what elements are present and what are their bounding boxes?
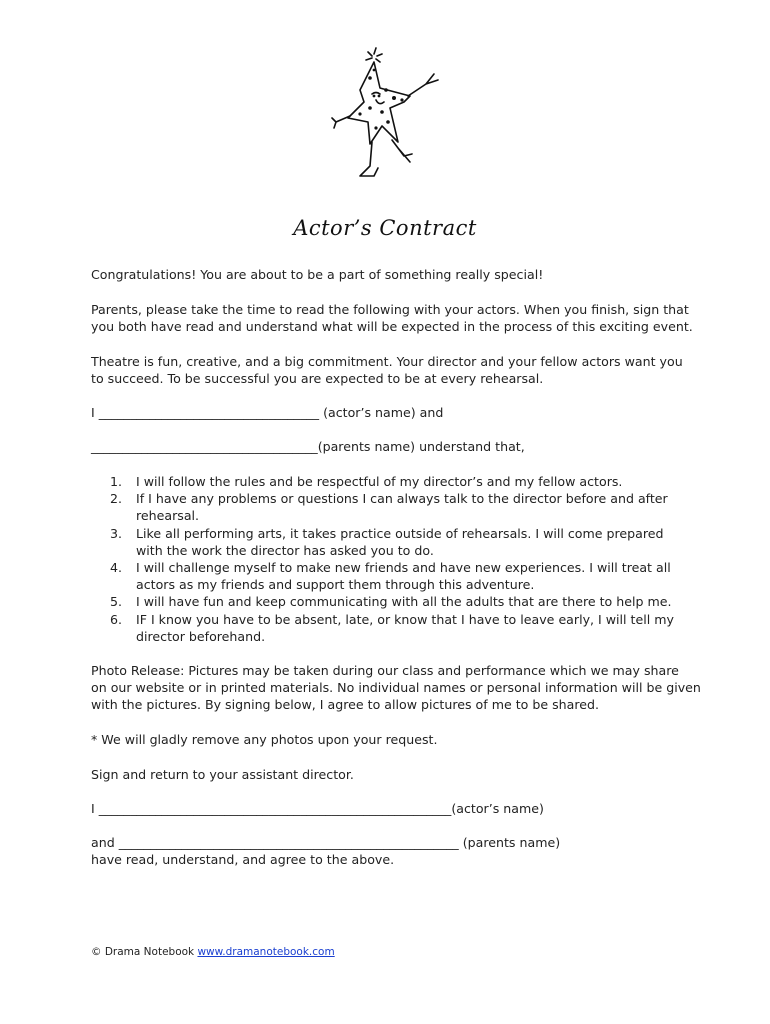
theatre-paragraph-line-1: Theatre is fun, creative, and a big commitment. Your director and your fellow actors want you [91, 354, 683, 369]
list-text: rehearsal. [136, 508, 200, 523]
list-number: 6. [110, 612, 123, 627]
page-title: Actor’s Contract [293, 216, 477, 240]
dancing-star-illustration [330, 44, 448, 190]
photo-release-line-1: Photo Release: Pictures may be taken during our class and performance which we may share [91, 663, 679, 678]
photo-release-line-2: on our website or in printed materials. No individual names or personal information will be given [91, 680, 701, 695]
photo-release-line-3: with the pictures. By signing below, I agree to allow pictures of me to be shared. [91, 697, 600, 712]
actor-signature-line-1[interactable]: I ___________________________________ (actor’s name) and [91, 405, 444, 420]
intro-text: Congratulations! You are about to be a part of something really special! [91, 267, 544, 282]
list-text: director beforehand. [136, 629, 266, 644]
list-text: Like all performing arts, it takes practice outside of rehearsals. I will come prepared [136, 526, 664, 541]
list-number: 2. [110, 491, 123, 506]
footer [91, 946, 335, 958]
return-instruction: Sign and return to your assistant director. [91, 767, 354, 782]
list-text: with the work the director has asked you to do. [136, 543, 434, 558]
parents-signature-line-1[interactable]: ____________________________________(parents name) understand that, [91, 439, 525, 454]
list-number: 5. [110, 594, 123, 609]
list-text: I will follow the rules and be respectful of my director’s and my fellow actors. [136, 474, 623, 489]
parents-signature-line-2[interactable]: and ______________________________________________________ (parents name) [91, 835, 561, 850]
agreement-text: have read, understand, and agree to the above. [91, 852, 395, 867]
actor-signature-line-2[interactable]: I ________________________________________________________(actor’s name) [91, 801, 544, 816]
footer-copyright: © Drama Notebook [91, 946, 198, 958]
list-text: actors as my friends and support them through this adventure. [136, 577, 535, 592]
list-text: IF I know you have to be absent, late, or know that I have to leave early, I will tell my [136, 612, 674, 627]
list-text: I will have fun and keep communicating with all the adults that are there to help me. [136, 594, 672, 609]
list-number: 1. [110, 474, 123, 489]
theatre-paragraph-line-2: to succeed. To be successful you are expected to be at every rehearsal. [91, 371, 544, 386]
list-text: I will challenge myself to make new friends and have new experiences. I will treat all [136, 560, 671, 575]
list-text: If I have any problems or questions I can always talk to the director before and after [136, 491, 668, 506]
photo-note: * We will gladly remove any photos upon your request. [91, 732, 438, 747]
list-number: 4. [110, 560, 123, 575]
parents-paragraph-line-2: you both have read and understand what will be expected in the process of this exciting event. [91, 319, 693, 334]
footer-link[interactable]: www.dramanotebook.com [197, 946, 335, 958]
parents-paragraph-line-1: Parents, please take the time to read the following with your actors. When you finish, sign that [91, 302, 689, 317]
list-number: 3. [110, 526, 123, 541]
